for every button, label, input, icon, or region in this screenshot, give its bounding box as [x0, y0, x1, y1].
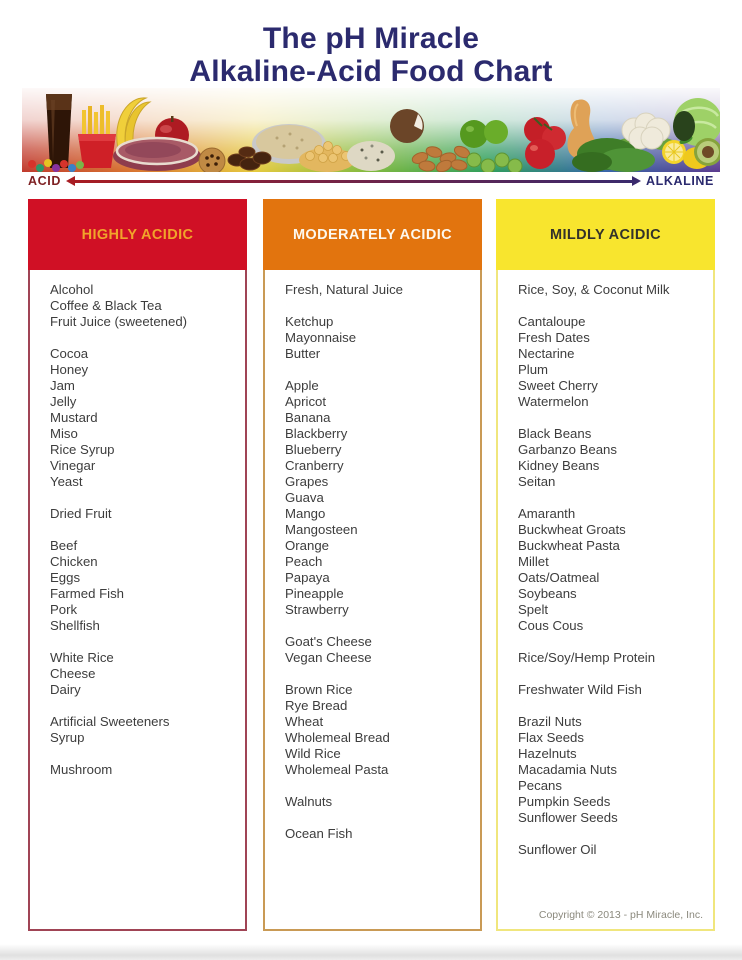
food-item: Seitan — [518, 474, 556, 489]
food-item: Goat's Cheese — [285, 634, 372, 649]
food-item: Garbanzo Beans — [518, 442, 617, 457]
food-item: Watermelon — [518, 394, 589, 409]
column-header: MILDLY ACIDIC — [496, 199, 715, 270]
arrow-right-head-icon — [632, 176, 641, 186]
food-group — [285, 634, 472, 666]
column-header: MODERATELY ACIDIC — [263, 199, 482, 270]
food-item: Amaranth — [518, 506, 576, 521]
food-item: Cheese — [50, 666, 96, 681]
food-item: Butter — [285, 346, 321, 361]
food-item: Mangosteen — [285, 522, 358, 537]
food-item: Spelt — [518, 602, 549, 617]
food-item: Cranberry — [285, 458, 344, 473]
acid-label: ACID — [28, 174, 61, 188]
food-item: Cocoa — [50, 346, 89, 361]
limes-icon — [460, 120, 508, 148]
food-item: Chicken — [50, 554, 98, 569]
food-item: Sunflower Seeds — [518, 810, 618, 825]
food-item: Walnuts — [285, 794, 333, 809]
food-group — [518, 506, 705, 634]
column-moderately-acidic — [263, 199, 482, 931]
food-item: Blueberry — [285, 442, 342, 457]
column-body — [496, 270, 715, 931]
food-group — [285, 378, 472, 618]
food-item: Soybeans — [518, 586, 577, 601]
food-item: Flax Seeds — [518, 730, 584, 745]
food-item: Millet — [518, 554, 549, 569]
food-item: Miso — [50, 426, 78, 441]
steak-icon — [113, 138, 201, 171]
food-group — [285, 282, 472, 298]
food-item: Brazil Nuts — [518, 714, 582, 729]
food-item: Mayonnaise — [285, 330, 357, 345]
food-group — [285, 826, 472, 842]
alkaline-label: ALKALINE — [646, 174, 714, 188]
food-item: Fresh, Natural Juice — [285, 282, 403, 297]
column-mildly-acidic — [496, 199, 715, 931]
food-item: Sunflower Oil — [518, 842, 597, 857]
food-item: Rice, Soy, & Coconut Milk — [518, 282, 670, 297]
almonds-icon — [411, 144, 472, 172]
coconut-icon — [390, 109, 424, 143]
page-title-line-1: The pH Miracle — [262, 22, 480, 55]
food-item: Shellfish — [50, 618, 100, 633]
food-group — [518, 682, 705, 698]
food-item: Honey — [50, 362, 89, 377]
food-item: Ketchup — [285, 314, 334, 329]
food-group — [50, 714, 237, 746]
mixed-seeds-icon — [347, 141, 395, 171]
food-item: Sweet Cherry — [518, 378, 598, 393]
food-item: Wheat — [285, 714, 324, 729]
column-header: HIGHLY ACIDIC — [28, 199, 247, 270]
food-item: Eggs — [50, 570, 81, 585]
food-group — [50, 762, 237, 778]
food-item: Peach — [285, 554, 323, 569]
food-item: Coffee & Black Tea — [50, 298, 162, 313]
food-group — [50, 538, 237, 634]
food-group — [285, 794, 472, 810]
arrow-left-head-icon — [66, 176, 75, 186]
food-item: Syrup — [50, 730, 85, 745]
ph-scale — [28, 172, 714, 190]
food-group — [518, 282, 705, 298]
food-item: Mango — [285, 506, 326, 521]
food-item: Artificial Sweeteners — [50, 714, 170, 729]
food-item: Jam — [50, 378, 75, 393]
food-item: Brown Rice — [285, 682, 353, 697]
french-fries-icon — [78, 105, 116, 168]
food-item: Macadamia Nuts — [518, 762, 617, 777]
food-item: Fresh Dates — [518, 330, 590, 345]
food-group — [50, 346, 237, 490]
food-item: Mustard — [50, 410, 98, 425]
cookie-icon — [199, 148, 225, 172]
food-item: Wild Rice — [285, 746, 341, 761]
food-item: Grapes — [285, 474, 329, 489]
food-group — [518, 314, 705, 410]
column-body — [263, 270, 482, 931]
food-list — [285, 282, 472, 842]
food-item: Buckwheat Pasta — [518, 538, 620, 553]
food-item: Black Beans — [518, 426, 592, 441]
food-item: Beef — [50, 538, 78, 553]
food-item: Wholemeal Pasta — [285, 762, 389, 777]
food-group — [518, 714, 705, 826]
food-item: Hazelnuts — [518, 746, 577, 761]
column-body — [28, 270, 247, 931]
food-item: Dairy — [50, 682, 81, 697]
food-item: Alcohol — [50, 282, 94, 297]
food-item: Buckwheat Groats — [518, 522, 626, 537]
food-item: Freshwater Wild Fish — [518, 682, 642, 697]
food-item: Rye Bread — [285, 698, 348, 713]
copyright-text: Copyright © 2013 - pH Miracle, Inc. — [538, 909, 703, 921]
food-item: Pumpkin Seeds — [518, 794, 611, 809]
food-item: Banana — [285, 410, 331, 425]
food-list — [50, 282, 237, 778]
page-title-line-2: Alkaline-Acid Food Chart — [189, 55, 553, 88]
food-item: Mushroom — [50, 762, 113, 777]
food-item: Fruit Juice (sweetened) — [50, 314, 188, 329]
food-item: Rice Syrup — [50, 442, 115, 457]
food-list — [518, 282, 705, 858]
food-group — [285, 682, 472, 778]
food-item: Blackberry — [285, 426, 348, 441]
food-photo-banner — [22, 88, 720, 172]
acid-alkaline-arrow — [66, 176, 641, 186]
food-item: Cous Cous — [518, 618, 584, 633]
food-group — [518, 426, 705, 490]
food-item: Apricot — [285, 394, 327, 409]
food-group — [50, 506, 237, 522]
food-item: Vegan Cheese — [285, 650, 372, 665]
food-group — [50, 650, 237, 698]
food-item: Papaya — [285, 570, 330, 585]
food-item: Jelly — [50, 394, 77, 409]
food-item: Strawberry — [285, 602, 349, 617]
food-item: Plum — [518, 362, 549, 377]
food-item: Ocean Fish — [285, 826, 353, 841]
food-item: Yeast — [50, 474, 83, 489]
page-title — [0, 22, 742, 88]
food-item: Dried Fruit — [50, 506, 112, 521]
bottom-shadow — [0, 944, 742, 960]
food-item: Kidney Beans — [518, 458, 600, 473]
food-item: Apple — [285, 378, 319, 393]
banner-foods-illustration — [22, 88, 720, 172]
food-item: White Rice — [50, 650, 114, 665]
food-item: Guava — [285, 490, 324, 505]
cola-glass-icon — [46, 94, 72, 168]
food-item: Vinegar — [50, 458, 96, 473]
food-item: Pineapple — [285, 586, 344, 601]
food-group — [518, 842, 705, 858]
food-group — [518, 650, 705, 666]
arrow-line — [75, 180, 632, 183]
food-item: Rice/Soy/Hemp Protein — [518, 650, 656, 665]
brussels-sprouts-icon — [467, 153, 522, 172]
food-item: Farmed Fish — [50, 586, 125, 601]
column-highly-acidic — [28, 199, 247, 931]
food-group — [285, 314, 472, 362]
food-item: Nectarine — [518, 346, 575, 361]
food-group — [50, 282, 237, 330]
food-item: Wholemeal Bread — [285, 730, 390, 745]
food-item: Oats/Oatmeal — [518, 570, 600, 585]
food-item: Orange — [285, 538, 329, 553]
food-item: Pork — [50, 602, 78, 617]
food-item: Cantaloupe — [518, 314, 586, 329]
tomatoes-icon — [524, 117, 566, 169]
food-item: Pecans — [518, 778, 562, 793]
